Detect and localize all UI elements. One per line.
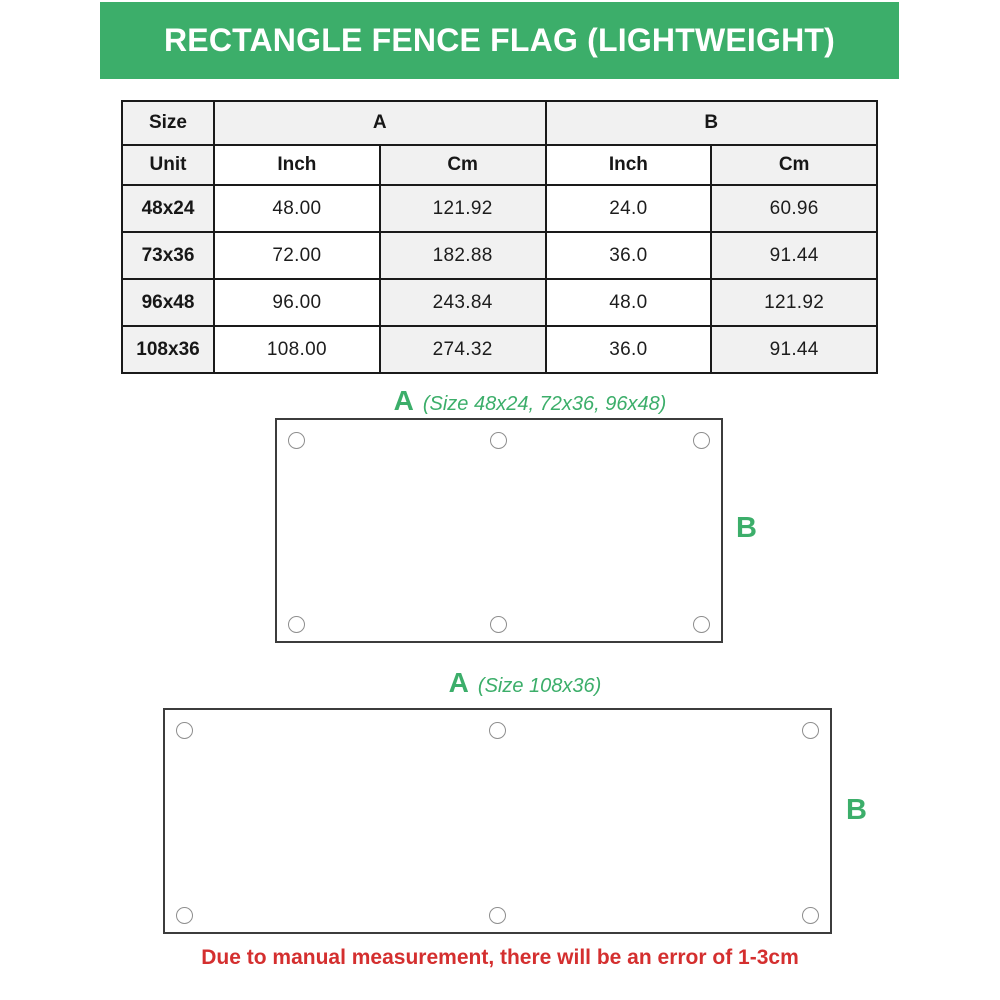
header-size: Size (122, 101, 214, 145)
header-unit: Unit (122, 145, 214, 185)
cell-a-cm: 182.88 (380, 232, 546, 279)
cell-a-inch: 48.00 (214, 185, 380, 232)
grommet-icon (802, 722, 819, 739)
cell-b-cm: 121.92 (711, 279, 877, 326)
cell-a-cm: 121.92 (380, 185, 546, 232)
cell-b-cm: 91.44 (711, 232, 877, 279)
header-a-inch: Inch (214, 145, 380, 185)
diagram2-dimension-b-label: B (846, 794, 867, 826)
cell-a-inch: 96.00 (214, 279, 380, 326)
grommet-icon (288, 616, 305, 633)
row-size-label: 73x36 (122, 232, 214, 279)
page-title: RECTANGLE FENCE FLAG (LIGHTWEIGHT) (163, 22, 836, 58)
cell-b-cm: 60.96 (711, 185, 877, 232)
cell-a-inch: 108.00 (214, 326, 380, 373)
table-header-row-groups (122, 101, 877, 145)
diagram1-dimension-b-label: B (736, 512, 757, 544)
table-row (122, 185, 877, 232)
grommet-icon (176, 722, 193, 739)
row-size-label: 96x48 (122, 279, 214, 326)
cell-b-inch: 36.0 (546, 232, 712, 279)
row-size-label: 108x36 (122, 326, 214, 373)
grommet-icon (693, 616, 710, 633)
header-a-cm: Cm (380, 145, 546, 185)
grommet-icon (490, 432, 507, 449)
table-row (122, 279, 877, 326)
grommet-icon (693, 432, 710, 449)
cell-b-inch: 24.0 (546, 185, 712, 232)
row-size-label: 48x24 (122, 185, 214, 232)
header-b-cm: Cm (711, 145, 877, 185)
diagram1-dimension-a-label: A (393, 385, 414, 416)
header-a: A (214, 101, 546, 145)
diagram2-dimension-a-label: A (448, 667, 469, 698)
grommet-icon (489, 722, 506, 739)
grommet-icon (802, 907, 819, 924)
grommet-icon (489, 907, 506, 924)
flag-diagram-1 (275, 418, 723, 643)
diagram2-size-note: (Size 108x36) (477, 675, 602, 697)
measurement-error-note: Due to manual measurement, there will be an error of 1-3cm (201, 946, 799, 969)
cell-b-cm: 91.44 (711, 326, 877, 373)
table-row (122, 232, 877, 279)
title-banner (100, 2, 899, 79)
cell-b-inch: 48.0 (546, 279, 712, 326)
size-table (121, 100, 878, 374)
grommet-icon (490, 616, 507, 633)
diagram1-size-note: (Size 48x24, 72x36, 96x48) (422, 393, 667, 415)
header-b-inch: Inch (546, 145, 712, 185)
table-row (122, 326, 877, 373)
diagram1-label (280, 385, 780, 417)
cell-b-inch: 36.0 (546, 326, 712, 373)
cell-a-cm: 243.84 (380, 279, 546, 326)
flag-diagram-2 (163, 708, 832, 934)
cell-a-cm: 274.32 (380, 326, 546, 373)
grommet-icon (176, 907, 193, 924)
grommet-icon (288, 432, 305, 449)
cell-a-inch: 72.00 (214, 232, 380, 279)
header-b: B (546, 101, 878, 145)
table-header-row-units (122, 145, 877, 185)
diagram2-label (265, 667, 785, 699)
